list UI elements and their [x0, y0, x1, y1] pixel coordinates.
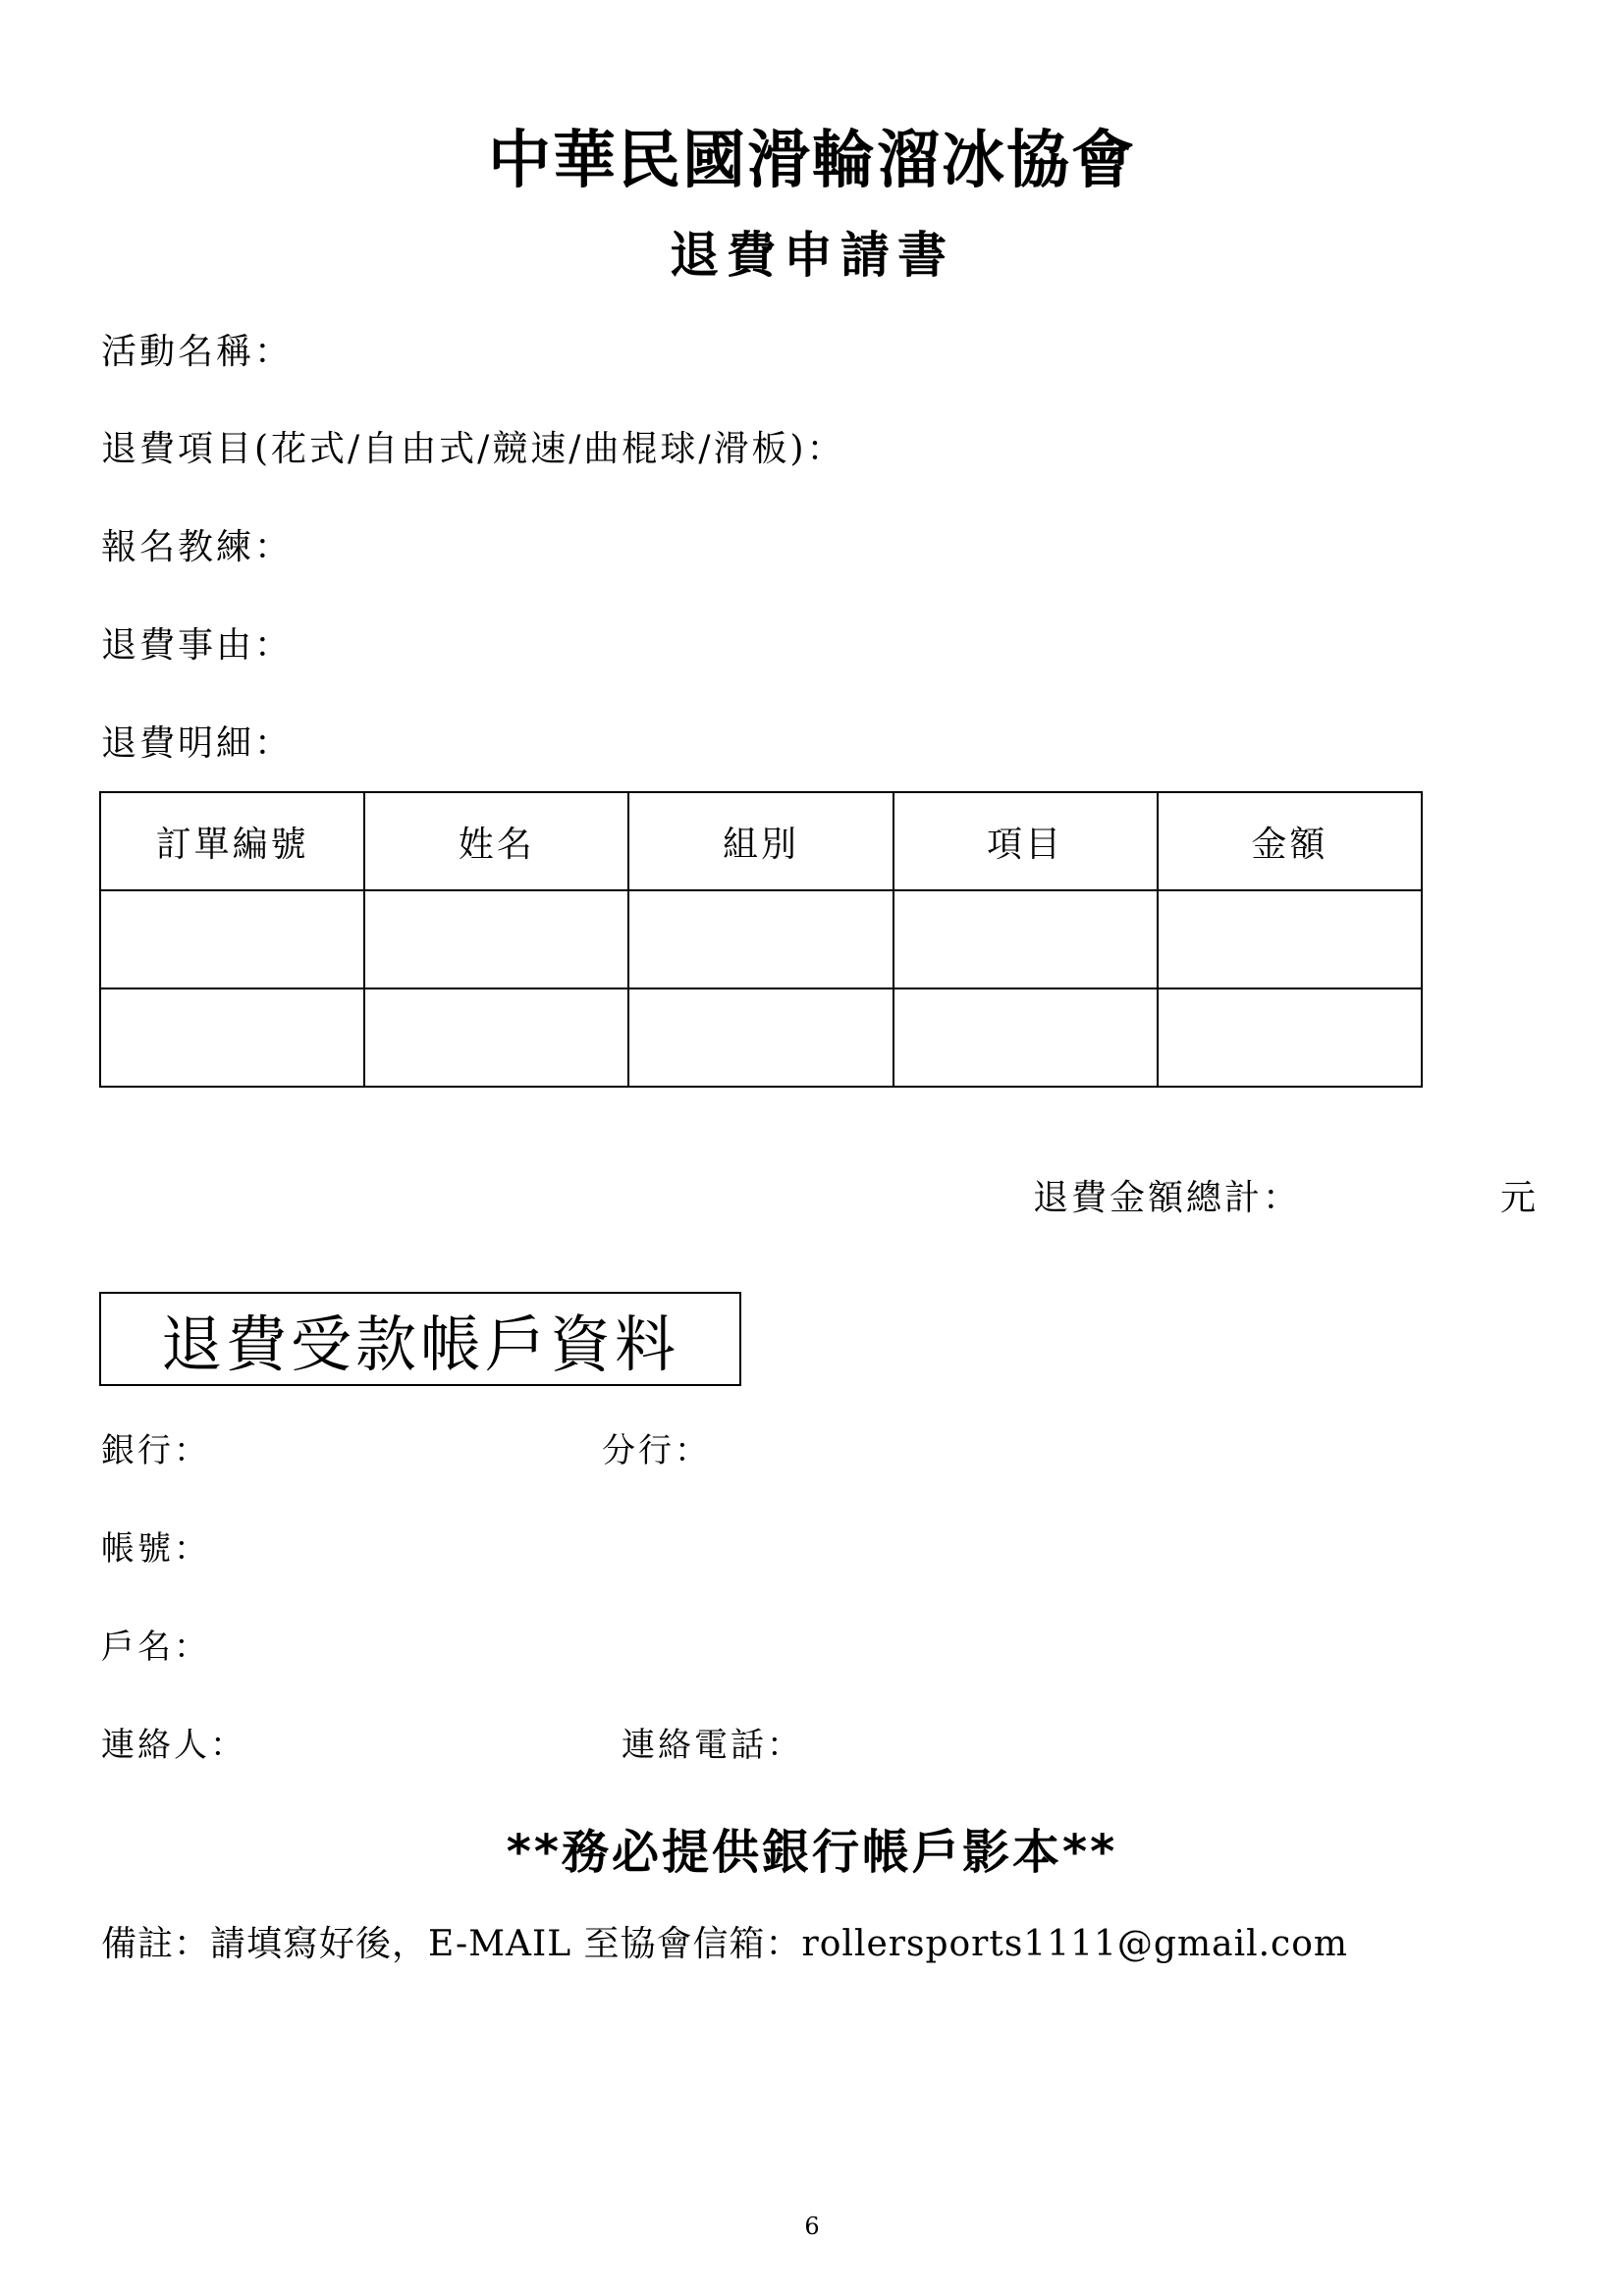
remark-email: 備註：請填寫好後，E-MAIL 至協會信箱：rollersports1111@gmail.com	[101, 1924, 1349, 1964]
field-refund-item: 退費項目(花式/自由式/競速/曲棍球/滑板)：	[101, 429, 845, 469]
cell-order-no[interactable]	[100, 988, 364, 1087]
field-contact: 連絡人：	[101, 1726, 246, 1765]
field-event-name: 活動名稱：	[101, 332, 294, 372]
form-title: 退費申請書	[670, 227, 954, 284]
org-title: 中華民國滑輪溜冰協會	[488, 125, 1136, 197]
field-account-no: 帳號：	[101, 1529, 210, 1569]
cell-item[interactable]	[893, 890, 1158, 988]
cell-name[interactable]	[364, 890, 628, 988]
field-detail: 退費明細：	[101, 723, 294, 764]
cell-amount[interactable]	[1158, 890, 1422, 988]
cell-name[interactable]	[364, 988, 628, 1087]
bank-copy-notice: **務必提供銀行帳戶影本**	[506, 1825, 1118, 1880]
field-coach: 報名教練：	[101, 527, 294, 567]
field-bank: 銀行：	[101, 1431, 210, 1470]
table-header-row	[100, 792, 1422, 890]
header-item: 項目	[893, 792, 1158, 890]
refund-detail-table	[99, 791, 1423, 1088]
field-contact-phone: 連絡電話：	[622, 1726, 803, 1765]
field-branch: 分行：	[602, 1431, 711, 1470]
table-row	[100, 988, 1422, 1087]
header-name: 姓名	[364, 792, 628, 890]
cell-item[interactable]	[893, 988, 1158, 1087]
field-reason: 退費事由：	[101, 625, 294, 666]
header-group: 組別	[628, 792, 893, 890]
total-amount-label: 退費金額總計：	[1033, 1178, 1302, 1218]
cell-group[interactable]	[628, 890, 893, 988]
field-account-name: 戶名：	[101, 1628, 210, 1667]
cell-order-no[interactable]	[100, 890, 364, 988]
cell-group[interactable]	[628, 988, 893, 1087]
page-number: 6	[804, 2213, 820, 2240]
total-amount-unit: 元	[1500, 1178, 1537, 1218]
cell-amount[interactable]	[1158, 988, 1422, 1087]
header-amount: 金額	[1158, 792, 1422, 890]
account-section-title: 退費受款帳戶資料	[99, 1292, 741, 1386]
table-row	[100, 890, 1422, 988]
header-order-no: 訂單編號	[100, 792, 364, 890]
